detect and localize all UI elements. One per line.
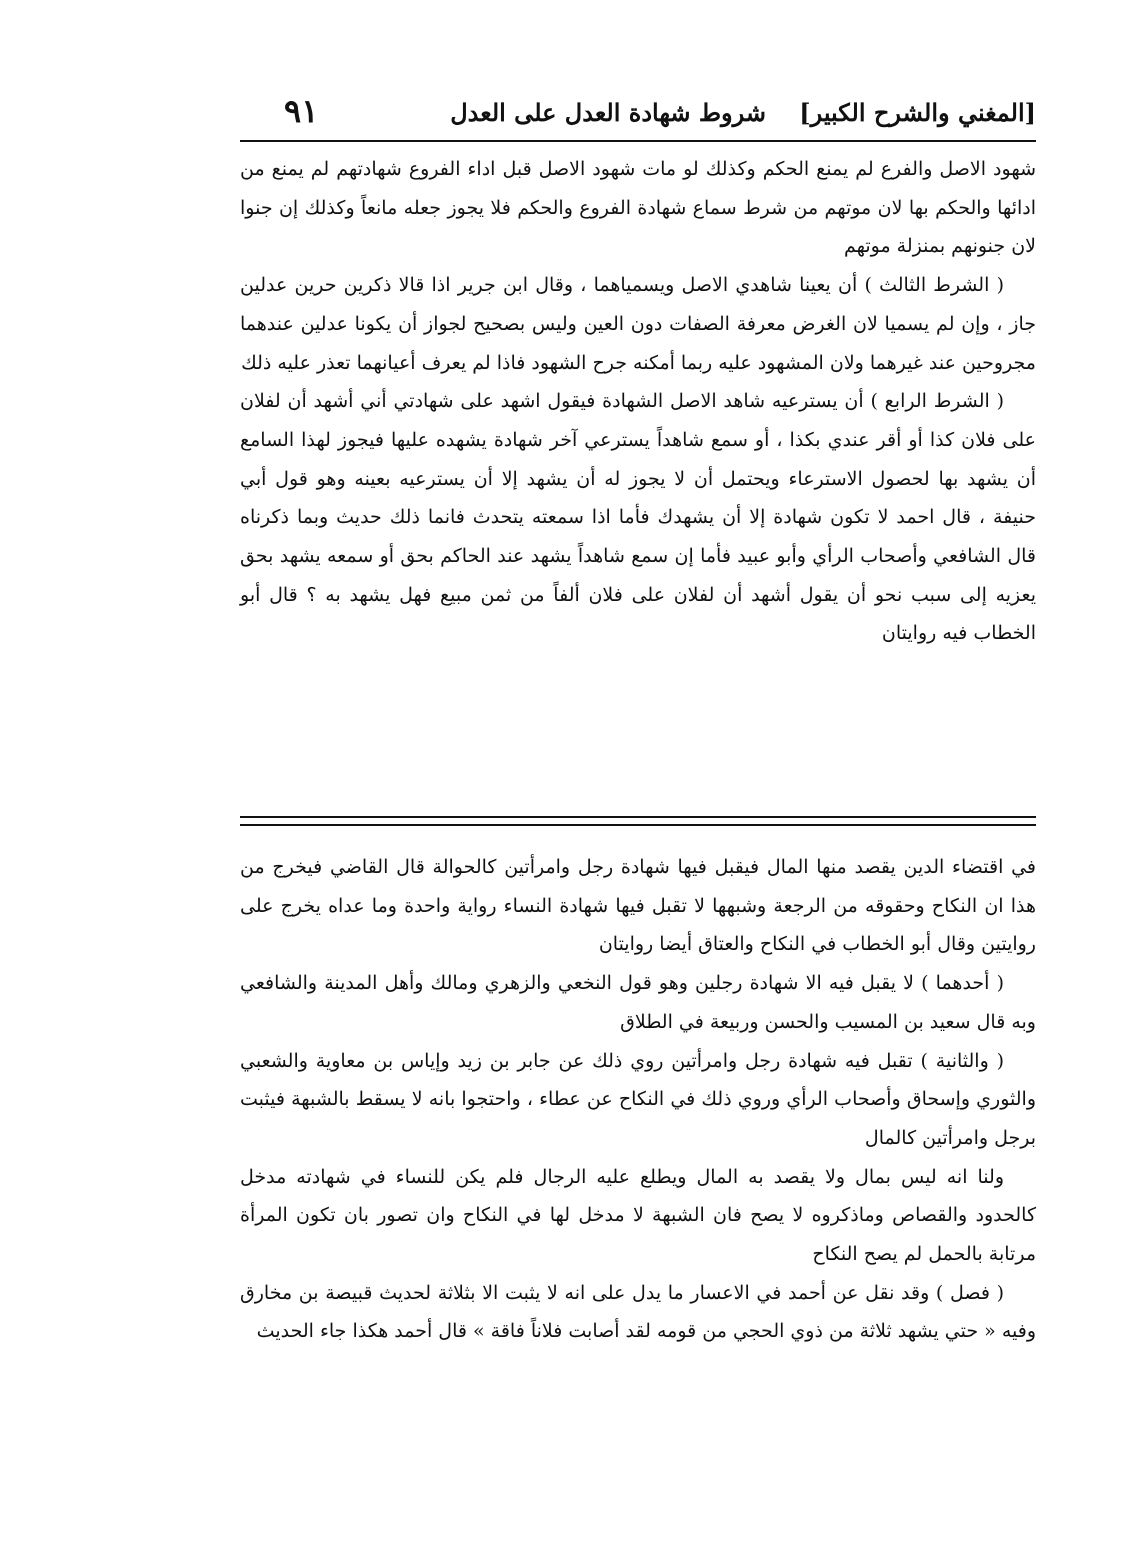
main-text [240, 150, 1036, 653]
paragraph: ولنا انه ليس بمال ولا يقصد به المال ويطلع عليه الرجال فلم يكن للنساء في شهادته مدخل كالحدود والقصاص وماذكروه لا يصح فان الشبهة لا مدخل لها في النكاح وان تصور بان تكون المرأة مرتابة بالحمل لم يصح النكاح [240, 1165, 1036, 1266]
paragraph: ( الشرط الرابع ) أن يسترعيه شاهد الاصل الشهادة فيقول اشهد على شهادتي أني أشهد أن لفلان على فلان كذا أو أقر عندي بكذا ، أو سمع شاهداً يسترعي آخر شهادة يشهده عليها فيجوز لهذا السامع أن يشهد بها لحصول الاسترعاء ويحتمل أن لا يجوز له أن يشهد إلا أن يسترعيه بعينه وهو قول أبي حنيفة ، قال احمد لا تكون شهادة إلا أن يشهدك فأما اذا سمعته يتحدث فانما ذلك حديث وبما ذكرناه قال الشافعي وأصحاب الرأي وأبو عبيد فأما إن سمع شاهداً يشهد عند الحاكم بحق أو سمعه يشهد بحق يعزيه إلى سبب نحو أن يقول أشهد أن لفلان على فلان ألفاً من ثمن مبيع فهل يشهد به ؟ قال أبو الخطاب فيه روايتان [240, 390, 1036, 645]
page-number: ٩١ [284, 92, 319, 130]
paragraph: ( والثانية ) تقبل فيه شهادة رجل وامرأتين روي ذلك عن جابر بن زيد وإياس بن معاوية والشعبي والثوري وإسحاق وأصحاب الرأي وروي ذلك في النكاح عن عطاء ، واحتجوا بانه لا يسقط بالشبهة فيثبت برجل وامرأتين كالمال [240, 1049, 1036, 1149]
paragraph: ( أحدهما ) لا يقبل فيه الا شهادة رجلين وهو قول النخعي والزهري ومالك وأهل المدينة والشافعي وبه قال سعيد بن المسيب والحسن وربيعة في الطلاق [240, 972, 1036, 1033]
paragraph: شهود الاصل والفرع لم يمنع الحكم وكذلك لو مات شهود الاصل قبل اداء الفروع شهادتهم لم يمنع من ادائها والحكم بها لان موتهم من شرط سماع شهادة الفروع والحكم فلا يجوز جعله مانعاً وكذلك إن جنوا لان جنونهم بمنزلة موتهم [240, 158, 1037, 258]
commentary-text [240, 848, 1036, 1351]
header-rule [240, 140, 1036, 142]
section-separator [240, 816, 1036, 826]
book-title: [المغني والشرح الكبير] [799, 98, 1036, 127]
section-title: شروط شهادة العدل على العدل [450, 98, 766, 127]
paragraph: ( الشرط الثالث ) أن يعينا شاهدي الاصل ويسمياهما ، وقال ابن جرير اذا قالا ذكرين حرين عدلين جاز ، وإن لم يسميا لان الغرض معرفة الصفات دون العين وليس بصحيح لجواز أن يكونا عدلين عندهما مجروحين عند غيرهما ولان المشهود عليه ربما أمكنه جرح الشهود فاذا لم يعرف أعيانهما تعذر عليه ذلك [240, 274, 1036, 374]
paragraph: في اقتضاء الدين يقصد منها المال فيقبل فيها شهادة رجل وامرأتين كالحوالة قال القاضي فيخرج من هذا ان النكاح وحقوقه من الرجعة وشبهها لا تقبل فيها شهادة النساء رواية واحدة وما عداه يخرج على روايتين وقال أبو الخطاب في النكاح والعتاق أيضا روايتان [240, 856, 1036, 956]
page-header [240, 92, 1036, 140]
paragraph: ( فصل ) وقد نقل عن أحمد في الاعسار ما يدل على انه لا يثبت الا بثلاثة لحديث قبيصة بن مخارق وفيه « حتي يشهد ثلاثة من ذوي الحجي من قومه لقد أصابت فلاناً فاقة » قال أحمد هكذا جاء الحديث [240, 1281, 1036, 1343]
